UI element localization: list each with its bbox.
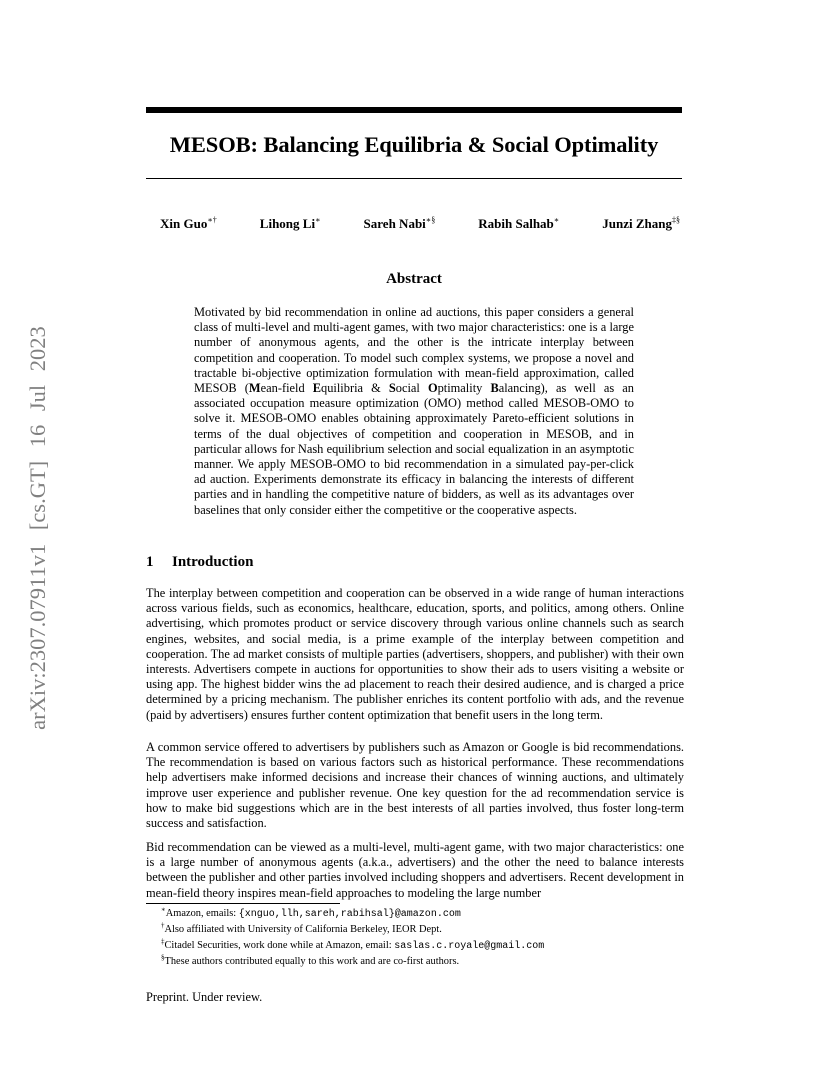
footnote-text: Also affiliated with University of California Berkeley, IEOR Dept. — [164, 924, 442, 936]
abstract-text: ean-field — [260, 381, 313, 396]
section-heading-introduction — [146, 552, 253, 572]
title-bottom-rule — [146, 178, 682, 179]
abstract-heading: Abstract — [386, 271, 442, 287]
author-name: Rabih Salhab — [478, 216, 554, 231]
footnote-email: {xnguo,llh,sareh,rabihsal}@amazon.com — [238, 909, 461, 920]
author-affiliation-marks: ∗ — [315, 215, 321, 225]
abstract-body — [194, 305, 634, 518]
footnote-text: These authors contributed equally to this work and are co-first authors. — [164, 955, 460, 967]
footnote — [146, 938, 682, 954]
acronym-letter: E — [312, 381, 322, 396]
footnote-rule — [146, 903, 340, 904]
footnote — [146, 922, 682, 937]
footnotes — [146, 906, 682, 969]
abstract-text: ptimality — [437, 381, 491, 396]
body-paragraph: The interplay between competition and cooperation can be observed in a wide range of human interactions across various fields, such as economics, healthcare, education, sports, and politics, among others. Online advertising, which promotes product or service discovery through various online channels such as search engines, websites, and social media, is a prime example of the interplay between competition and cooperation. The ad market consists of multiple parties (advertisers, shoppers, and publisher) with their own interests. Advertisers compete in auctions for opportunities to show their ads to users visiting a website or using app. The highest bidder wins the ad placement to reach their desired audience, and is charged a price determined by a pricing mechanism. The publisher enriches its content portfolio with ads, and the revenue (paid by advertisers) ensures further content optimization that benefit users in the long term. — [146, 586, 684, 722]
author — [160, 214, 217, 234]
author-affiliation-marks: ∗† — [207, 215, 217, 225]
author-name: Junzi Zhang — [602, 216, 672, 231]
footnote-mark: § — [161, 953, 165, 962]
footnote-mark: ∗ — [161, 905, 166, 914]
acronym-letter: O — [427, 381, 438, 396]
author-affiliation-marks: ∗ — [553, 215, 560, 225]
footnote-text: Citadel Securities, work done while at Amazon, email: — [164, 939, 395, 951]
author — [260, 214, 321, 234]
footnote-mark: ‡ — [161, 937, 165, 946]
author-affiliation-marks: ‡§ — [671, 215, 680, 225]
footnote — [146, 906, 682, 922]
abstract-text: quilibria & — [321, 381, 389, 396]
author — [602, 214, 680, 234]
author — [478, 214, 559, 234]
author — [364, 214, 436, 234]
body-paragraph: Bid recommendation can be viewed as a multi-level, multi-agent game, with two major characteristics: one is a large number of anonymous agents (a.k.a., advertisers) and the other the need to balance interests between the publisher and other parties involved including shoppers and advertisers. Recent development in mean-field theory inspires mean-field approaches to modeling the large number — [146, 840, 684, 900]
author-name: Sareh Nabi — [363, 216, 426, 231]
footnote — [146, 954, 682, 969]
footnote-email: saslas.c.royale@gmail.com — [394, 940, 545, 952]
author-affiliation-marks: ∗§ — [425, 215, 436, 225]
section-title: Introduction — [172, 554, 254, 570]
title-top-rule — [146, 107, 682, 113]
section-number: 1 — [146, 554, 154, 570]
author-name: Xin Guo — [160, 216, 208, 231]
abstract-text: Motivated by bid recommendation in online ad auctions, this paper considers a general class of multi-level and multi-agent games, with two major characteristics: one is a large number of anonymous agents, and the other is the intricate interplay between competition and cooperation. To model such complex systems, we propose a novel and tractable bi-objective optimization formulation with mean-field approximation, called MESOB ( — [194, 305, 634, 396]
acronym-letter: S — [388, 381, 396, 396]
acronym-letter: B — [490, 381, 499, 396]
preprint-note: Preprint. Under review. — [146, 990, 263, 1004]
footnote-mark: † — [161, 921, 165, 930]
abstract-text: alancing), as well as an associated occupation measure optimization (OMO) method called MESOB-OMO to solve it. MESOB-OMO enables obtaining approximately Pareto-efficient solutions in terms of the dual objectives of competition and cooperation in MESOB, and in particular allows for Nash equilibrium selection and social equalization in an asymptotic manner. We apply MESOB-OMO to bid recommendation in a simulated pay-per-click ad auction. Experiments demonstrate its efficacy in balancing the interests of different parties and in handling the competitive nature of bidders, as well as its advantages over baselines that only consider either the competitive or the cooperative aspects. — [194, 381, 634, 517]
arxiv-identifier-stamp: arXiv:2307.07911v1 [cs.GT] 16 Jul 2023 — [25, 326, 50, 730]
abstract-text: ocial — [395, 381, 428, 396]
footnote-text: Amazon, emails: — [165, 908, 239, 919]
paper-title: MESOB: Balancing Equilibria & Social Optimality — [169, 132, 659, 157]
body-paragraph: A common service offered to advertisers by publishers such as Amazon or Google is bid recommendations. The recommendation is based on various factors such as historical performance. These recommendations help advertisers make informed decisions and increase their chances of winning auctions, and ultimately improve user experience and publisher revenue. One key question for the ad recommendation service is how to make bid suggestions which are in the best interests of all parties involved, thus foster long-term success and satisfaction. — [146, 740, 684, 831]
acronym-letter: M — [248, 381, 261, 396]
author-name: Lihong Li — [259, 216, 316, 231]
author-list — [160, 214, 680, 234]
